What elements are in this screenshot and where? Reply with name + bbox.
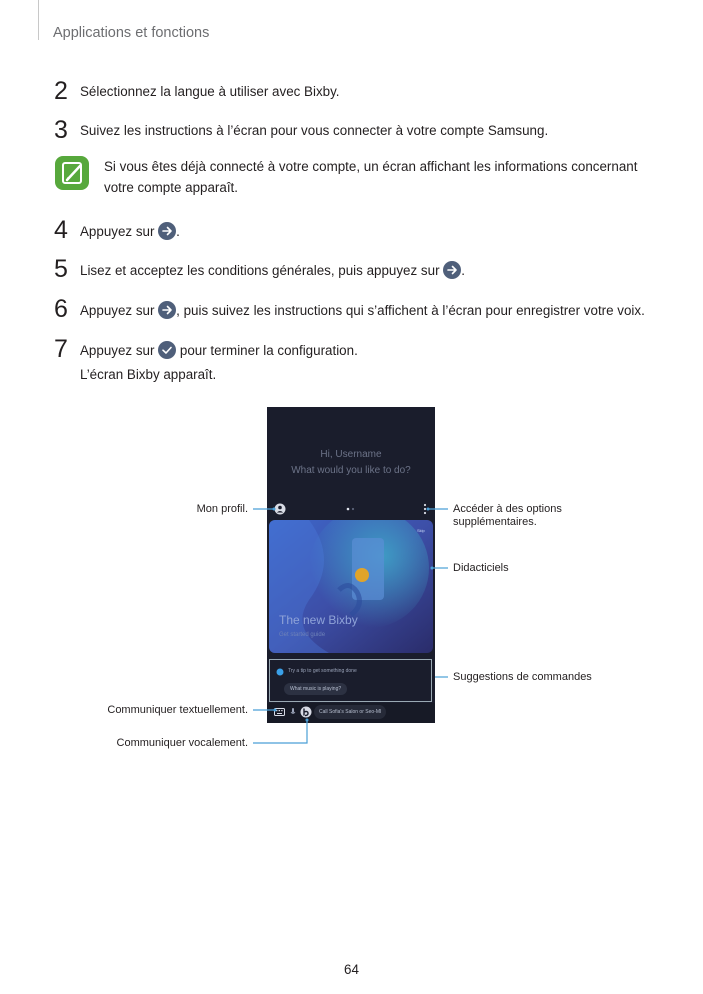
step-number: 5 <box>54 255 68 283</box>
label-voice-input: Communiquer vocalement. <box>116 737 248 749</box>
voice-chip[interactable]: Call Sofia's Salon or Seo-MI <box>314 705 386 719</box>
label-command-suggestions: Suggestions de commandes <box>453 671 592 683</box>
page-number: 64 <box>344 962 359 977</box>
label-tutorials: Didacticiels <box>453 562 509 574</box>
svg-text:Skip: Skip <box>417 528 425 533</box>
step-text: Suivez les instructions à l’écran pour vous connecter à votre compte Samsung. <box>80 123 549 138</box>
section-header: Applications et fonctions <box>53 25 210 41</box>
greeting-question: What would you like to do? <box>291 465 411 476</box>
step-number: 2 <box>54 77 68 105</box>
tutorial-title: The new Bixby <box>279 613 358 627</box>
step-text-before: Appuyez sur <box>80 343 155 358</box>
label-more-options: Accéder à des options supplémentaires. <box>453 503 562 528</box>
step-text-after: pour terminer la configuration. <box>179 343 358 358</box>
step-number: 3 <box>54 116 68 144</box>
greeting-name: Hi, Username <box>320 449 382 460</box>
suggestion-title: Try a tip to get something done <box>288 668 357 674</box>
step-number: 6 <box>54 295 68 323</box>
tutorial-subtitle: Get started guide <box>279 632 326 638</box>
step-7-result: L’écran Bixby apparaît. <box>80 367 217 382</box>
label-profile: Mon profil. <box>196 503 248 515</box>
label-text-input: Communiquer textuellement. <box>107 704 248 716</box>
step-text-before: Appuyez sur <box>80 303 155 318</box>
step-text-after: . <box>461 263 465 278</box>
step-text-after: . <box>176 224 180 239</box>
suggestion-chip[interactable]: What music is playing? <box>284 683 347 695</box>
step-number: 7 <box>54 335 68 363</box>
step-text: Sélectionnez la langue à utiliser avec Bixby. <box>80 84 340 99</box>
step-number: 4 <box>54 216 68 244</box>
callout-line-voice-input <box>253 720 307 743</box>
step-text-after: , puis suivez les instructions qui s’affichent à l’écran pour enregistrer votre voix. <box>176 303 645 318</box>
step-text-before: Lisez et acceptez les conditions générales, puis appuyez sur <box>80 263 440 278</box>
note-text: Si vous êtes déjà connecté à votre compte, un écran affichant les informations concernant votre compte apparaît. <box>104 159 638 195</box>
step-text-before: Appuyez sur <box>80 224 155 239</box>
